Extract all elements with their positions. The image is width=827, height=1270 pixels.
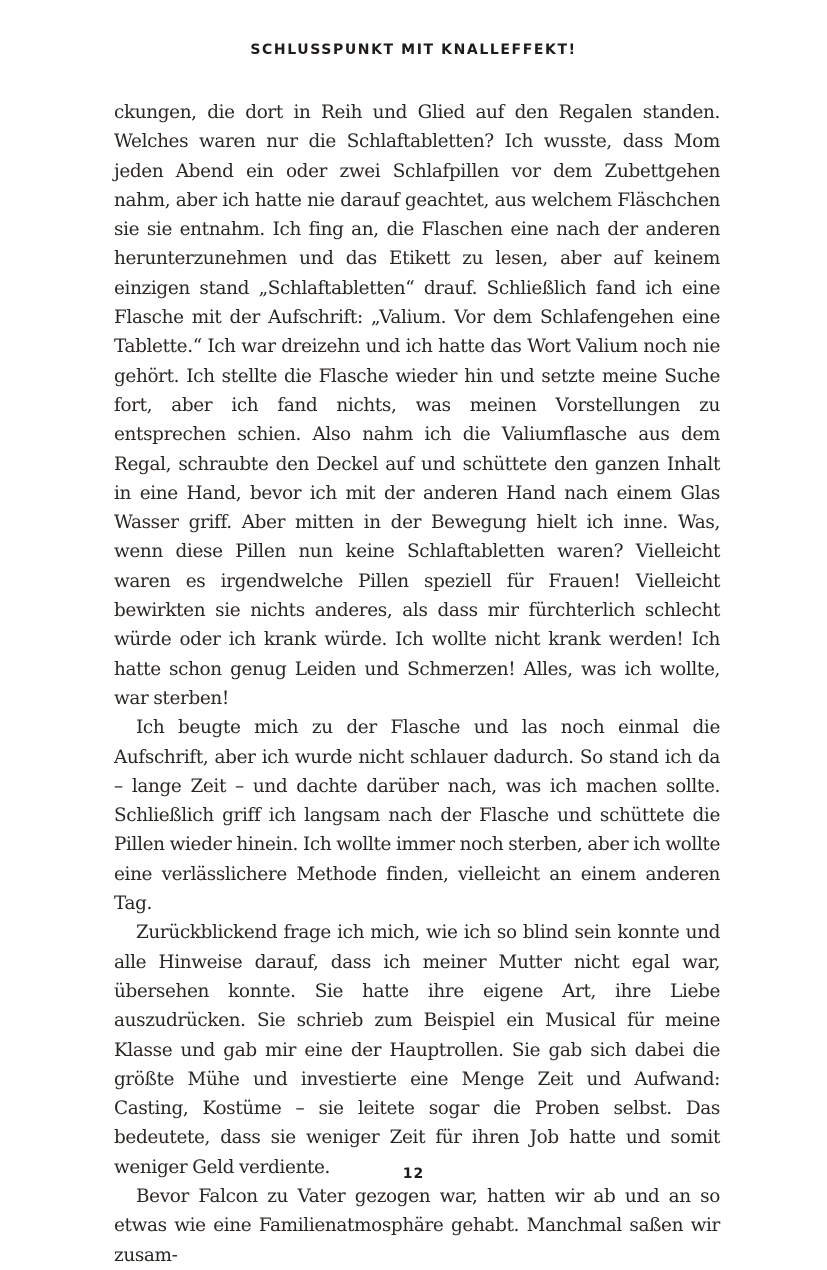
page-number: 12 (402, 1166, 425, 1182)
paragraph: ckungen, die dort in Reih und Glied auf den Regalen standen. Welches waren nur die Schlaftabletten? Ich wusste, dass Mom jeden Abend ein oder zwei Schlafpillen vor dem Zubettgehen nahm, aber ich hatte nie darauf geachtet, aus welchem Fläschchen sie sie entnahm. Ich fing an, die Flaschen eine nach der anderen herunterzunehmen und das Etikett zu lesen, aber auf keinem einzigen stand „Schlaftabletten“ drauf. Schließlich fand ich eine Flasche mit der Aufschrift: „Valium. Vor dem Schlafengehen eine Tablette.“ Ich war dreizehn und ich hatte das Wort Valium noch nie gehört. Ich stellte die Flasche wieder hin und setzte meine Suche fort, aber ich fand nichts, was meinen Vorstellungen zu entsprechen schien. Also nahm ich die Valiumflasche aus dem Regal, schraubte den Deckel auf und schüttete den ganzen Inhalt in eine Hand, bevor ich mit der anderen Hand nach einem Glas Wasser griff. Aber mitten in der Bewegung hielt ich inne. Was, wenn diese Pillen nun keine Schlaftabletten waren? Vielleicht waren es irgendwelche Pillen speziell für Frauen! Vielleicht bewirkten sie nichts anderes, als dass mir fürchterlich schlecht würde oder ich krank würde. Ich wollte nicht krank werden! Ich hatte schon genug Leiden und Schmerzen! Alles, was ich wollte, war sterben! (114, 102, 720, 709)
paragraph: Ich beugte mich zu der Flasche und las noch einmal die Aufschrift, aber ich wurde nicht schlauer dadurch. So stand ich da – lange Zeit – und dachte darüber nach, was ich machen sollte. Schließlich griff ich langsam nach der Flasche und schüttete die Pillen wieder hinein. Ich wollte immer noch sterben, aber ich wollte eine verlässlichere Methode finden, vielleicht an einem anderen Tag. (114, 717, 720, 915)
body-text (114, 98, 720, 1270)
running-head: SCHLUSSPUNKT MIT KNALLEFFEKT! (250, 42, 577, 58)
paragraph: Zurückblickend frage ich mich, wie ich so blind sein konnte und alle Hinweise darauf, dass ich meiner Mutter nicht egal war, übersehen konnte. Sie hatte ihre eigene Art, ihre Liebe auszudrücken. Sie schrieb zum Beispiel ein Musical für meine Klasse und gab mir eine der Hauptrollen. Sie gab sich dabei die größte Mühe und investierte eine Menge Zeit und Aufwand: Casting, Kostüme – sie leitete sogar die Proben selbst. Das bedeutete, dass sie weniger Zeit für ihren Job hatte und somit weniger Geld verdiente. (114, 922, 720, 1178)
paragraph: Bevor Falcon zu Vater gezogen war, hatten wir ab und an so etwas wie eine Familienatmosphäre gehabt. Manchmal saßen wir zusam- (114, 1185, 720, 1266)
